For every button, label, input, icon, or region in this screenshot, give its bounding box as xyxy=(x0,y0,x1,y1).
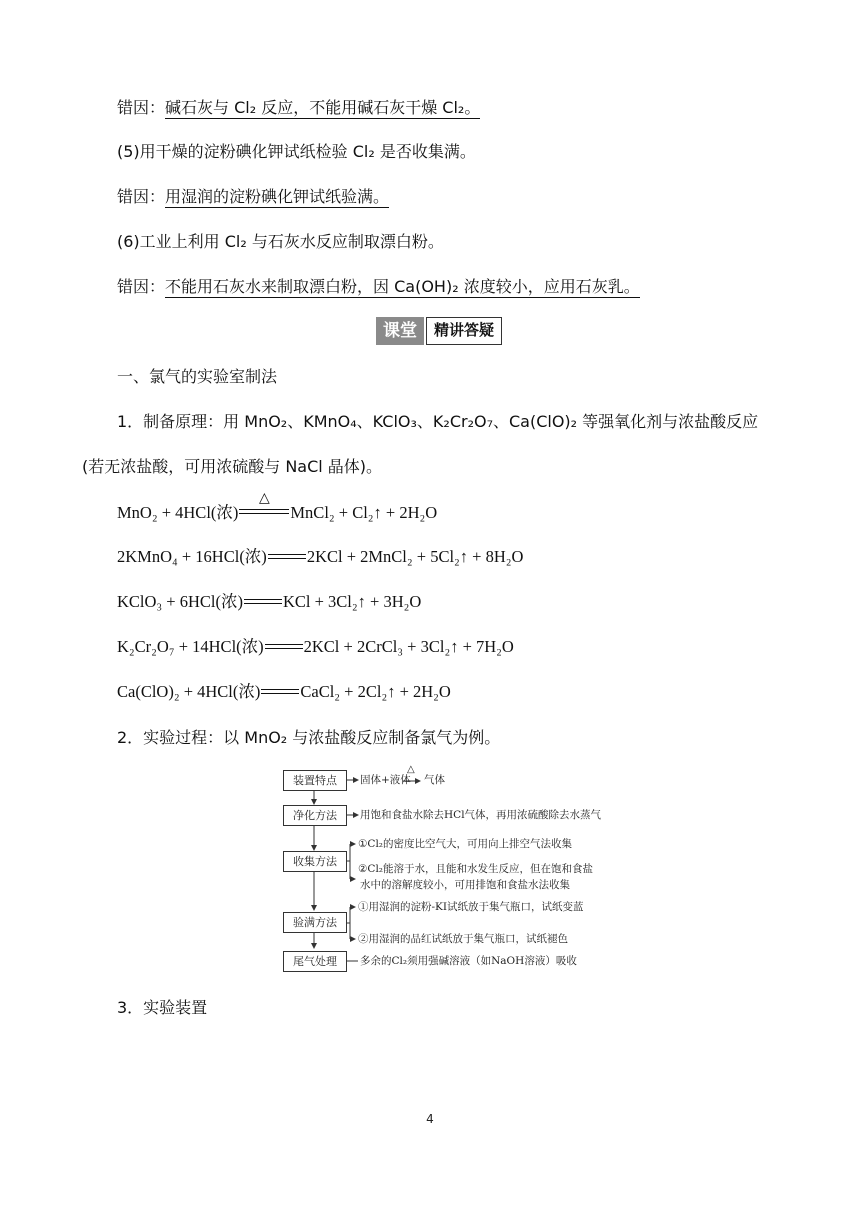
equation-2 xyxy=(117,547,523,567)
tail-text: 多余的Cl₂须用强碱溶液（如NaOH溶液）吸收 xyxy=(360,955,577,967)
equation-5 xyxy=(117,682,451,702)
equation-right: MnCl₂ + Cl₂↑ + 2H₂O xyxy=(290,503,438,522)
point-2: 2．实验过程：以 MnO₂ 与浓盐酸反应制备氯气为例。 xyxy=(117,728,501,747)
check-text-1: ①用湿润的淀粉-KI试纸放于集气瓶口，试纸变蓝 xyxy=(358,901,584,913)
equals-sign xyxy=(261,685,299,697)
equation-right: KCl + 3Cl₂↑ + 3H₂O xyxy=(282,592,422,611)
error-reason-text: 用湿润的淀粉碘化钾试纸验满。 xyxy=(165,187,390,206)
error-reason-line xyxy=(117,277,640,297)
box-check-method: 验满方法 xyxy=(283,912,347,933)
error-label: 错因： xyxy=(117,187,166,206)
section-title: 一、氯气的实验室制法 xyxy=(117,367,278,386)
error-label: 错因： xyxy=(117,98,166,117)
equation-right: 2KCl + 2MnCl₂ + 5Cl₂↑ + 8H₂O xyxy=(306,547,524,566)
equals-sign xyxy=(244,595,282,607)
equals-sign xyxy=(268,550,306,562)
error-reason-line xyxy=(117,187,389,207)
equals-sign xyxy=(265,640,303,652)
collect-text-1: ①Cl₂的密度比空气大，可用向上排空气法收集 xyxy=(358,838,573,850)
page-number: 4 xyxy=(426,1112,434,1126)
equation-1 xyxy=(117,491,438,523)
point-3: 3．实验装置 xyxy=(117,998,208,1017)
heat-equals-sign xyxy=(239,491,289,519)
equation-4 xyxy=(117,637,514,657)
equation-left: MnO₂ + 4HCl(浓) xyxy=(117,503,239,522)
banner-right: 精讲答疑 xyxy=(426,317,502,345)
process-diagram xyxy=(280,762,620,976)
box-purify-method: 净化方法 xyxy=(283,805,347,826)
equation-left: 2KMnO₄ + 16HCl(浓) xyxy=(117,547,267,566)
error-reason-line xyxy=(117,98,480,118)
box-tail-gas: 尾气处理 xyxy=(283,951,347,972)
section-banner xyxy=(376,317,502,345)
feature-right: 气体 xyxy=(424,774,445,786)
error-label: 错因： xyxy=(117,277,166,296)
collect-text-2b: 水中的溶解度较小，可用排饱和食盐水法收集 xyxy=(360,879,570,891)
box-collect-method: 收集方法 xyxy=(283,851,347,872)
equation-right: CaCl₂ + 2Cl₂↑ + 2H₂O xyxy=(300,682,451,701)
point-1-line-1: 1．制备原理：用 MnO₂、KMnO₄、KClO₃、K₂Cr₂O₇、Ca(ClO)₂ 等强氧化剂与浓盐酸反应 xyxy=(117,412,759,431)
box-device-feature: 装置特点 xyxy=(283,770,347,791)
heating-condition: △ xyxy=(259,491,270,506)
feature-condition: △ xyxy=(407,764,415,775)
equation-right: 2KCl + 2CrCl₃ + 3Cl₂↑ + 7H₂O xyxy=(303,637,514,656)
statement-6: (6)工业上利用 Cl₂ 与石灰水反应制取漂白粉。 xyxy=(117,232,444,251)
equation-left: Ca(ClO)₂ + 4HCl(浓) xyxy=(117,682,261,701)
equation-3 xyxy=(117,592,421,612)
feature-left: 固体+液体 xyxy=(360,774,411,786)
statement-5: (5)用干燥的淀粉碘化钾试纸检验 Cl₂ 是否收集满。 xyxy=(117,142,476,161)
banner-left: 课堂 xyxy=(376,317,424,345)
collect-text-2a: ②Cl₂能溶于水，且能和水发生反应，但在饱和食盐 xyxy=(358,863,594,875)
error-reason-text: 碱石灰与 Cl₂ 反应，不能用碱石灰干燥 Cl₂。 xyxy=(165,98,481,117)
equation-left: K₂Cr₂O₇ + 14HCl(浓) xyxy=(117,637,264,656)
error-reason-text: 不能用石灰水来制取漂白粉，因 Ca(OH)₂ 浓度较小，应用石灰乳。 xyxy=(165,277,640,296)
point-1-line-2: (若无浓盐酸，可用浓硫酸与 NaCl 晶体)。 xyxy=(82,457,383,476)
purify-text: 用饱和食盐水除去HCl气体，再用浓硫酸除去水蒸气 xyxy=(360,809,602,821)
check-text-2: ②用湿润的品红试纸放于集气瓶口，试纸褪色 xyxy=(358,933,568,945)
equation-left: KClO₃ + 6HCl(浓) xyxy=(117,592,243,611)
